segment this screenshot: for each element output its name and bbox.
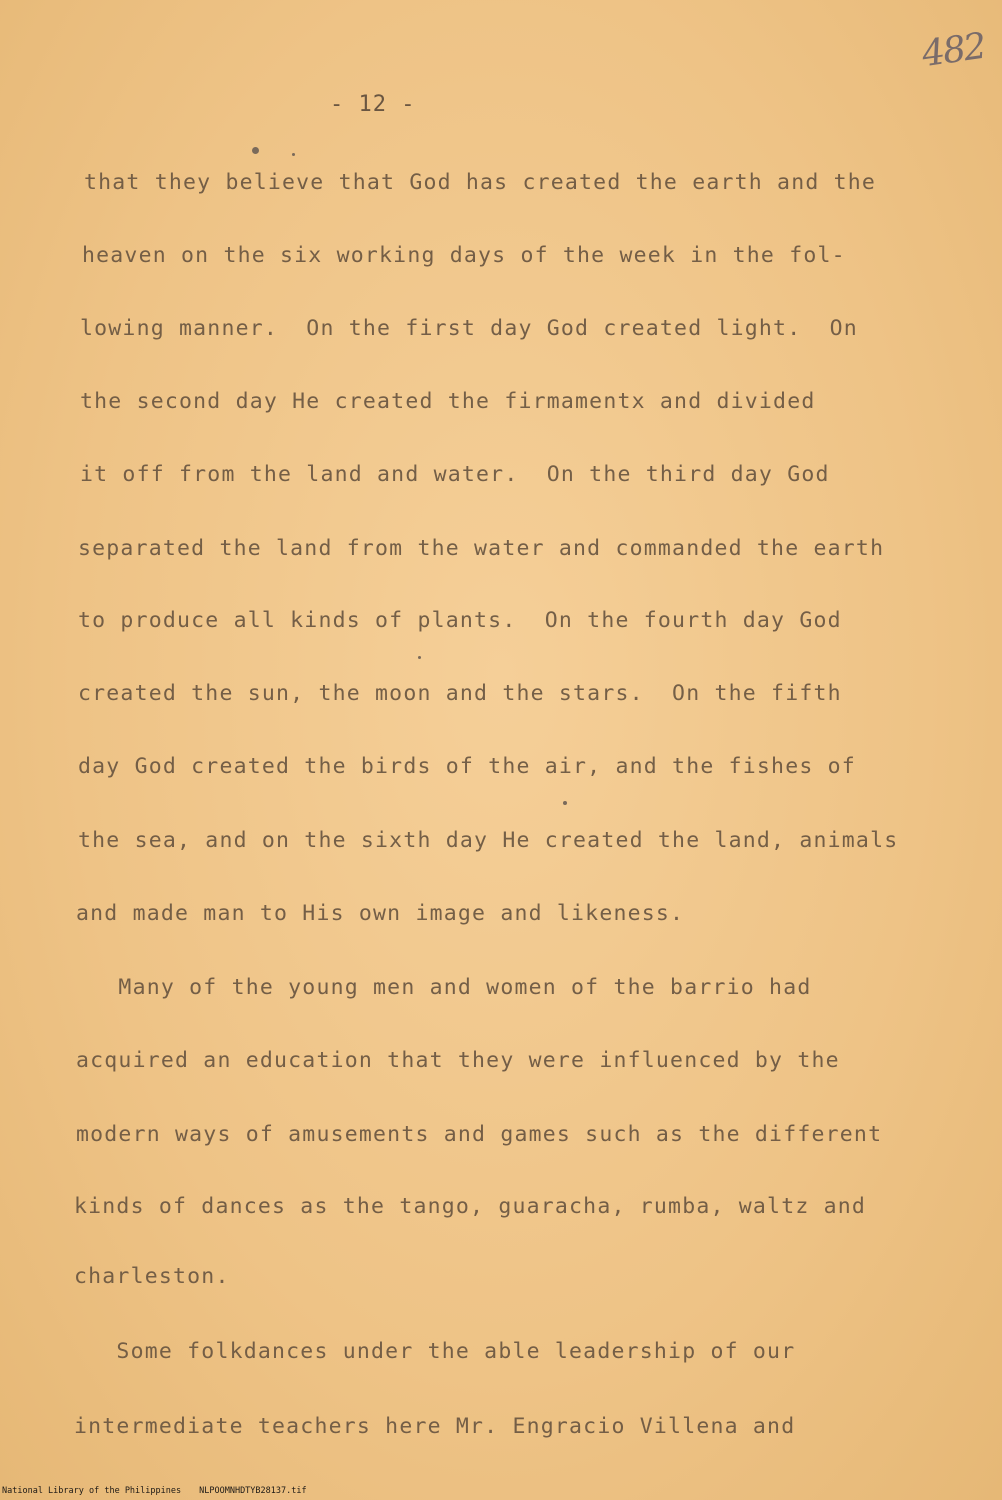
text-line: to produce all kinds of plants. On the fourth day God [78,608,842,633]
archive-footer [2,1486,325,1496]
text-line: heaven on the six working days of the week in the fol- [82,243,846,268]
text-line: Some folkdances under the able leadership of our [74,1339,796,1364]
text-line: that they believe that God has created the earth and the [84,170,877,195]
text-line: the sea, and on the sixth day He created the land, animals [78,828,899,853]
ink-speck [252,147,259,154]
text-line: intermediate teachers here Mr. Engracio Villena and [74,1414,796,1439]
ink-speck [563,801,567,805]
text-line: day God created the birds of the air, and the fishes of [78,754,856,779]
text-line: Many of the young men and women of the barrio had [76,975,812,1000]
text-line: created the sun, the moon and the stars. On the fifth [78,681,842,706]
text-line: separated the land from the water and commanded the earth [78,536,885,561]
text-line: modern ways of amusements and games such as the different [76,1122,883,1147]
handwritten-archive-number: 482 [919,25,988,76]
text-line: acquired an education that they were influenced by the [76,1048,840,1073]
footer-library: National Library of the Philippines [2,1486,182,1496]
text-line: lowing manner. On the first day God created light. On [80,316,858,341]
footer-filename: NLPOOMNHDTYB28137.tif [199,1486,307,1496]
text-line: kinds of dances as the tango, guaracha, rumba, waltz and [74,1194,867,1219]
text-line: and made man to His own image and likeness. [76,901,685,926]
text-line: it off from the land and water. On the third day God [80,462,830,487]
page-number: - 12 - [330,92,416,117]
ink-speck [292,153,295,156]
text-line: charleston. [74,1264,230,1289]
text-line: the second day He created the firmamentx and divided [80,389,816,414]
ink-speck [418,656,421,659]
